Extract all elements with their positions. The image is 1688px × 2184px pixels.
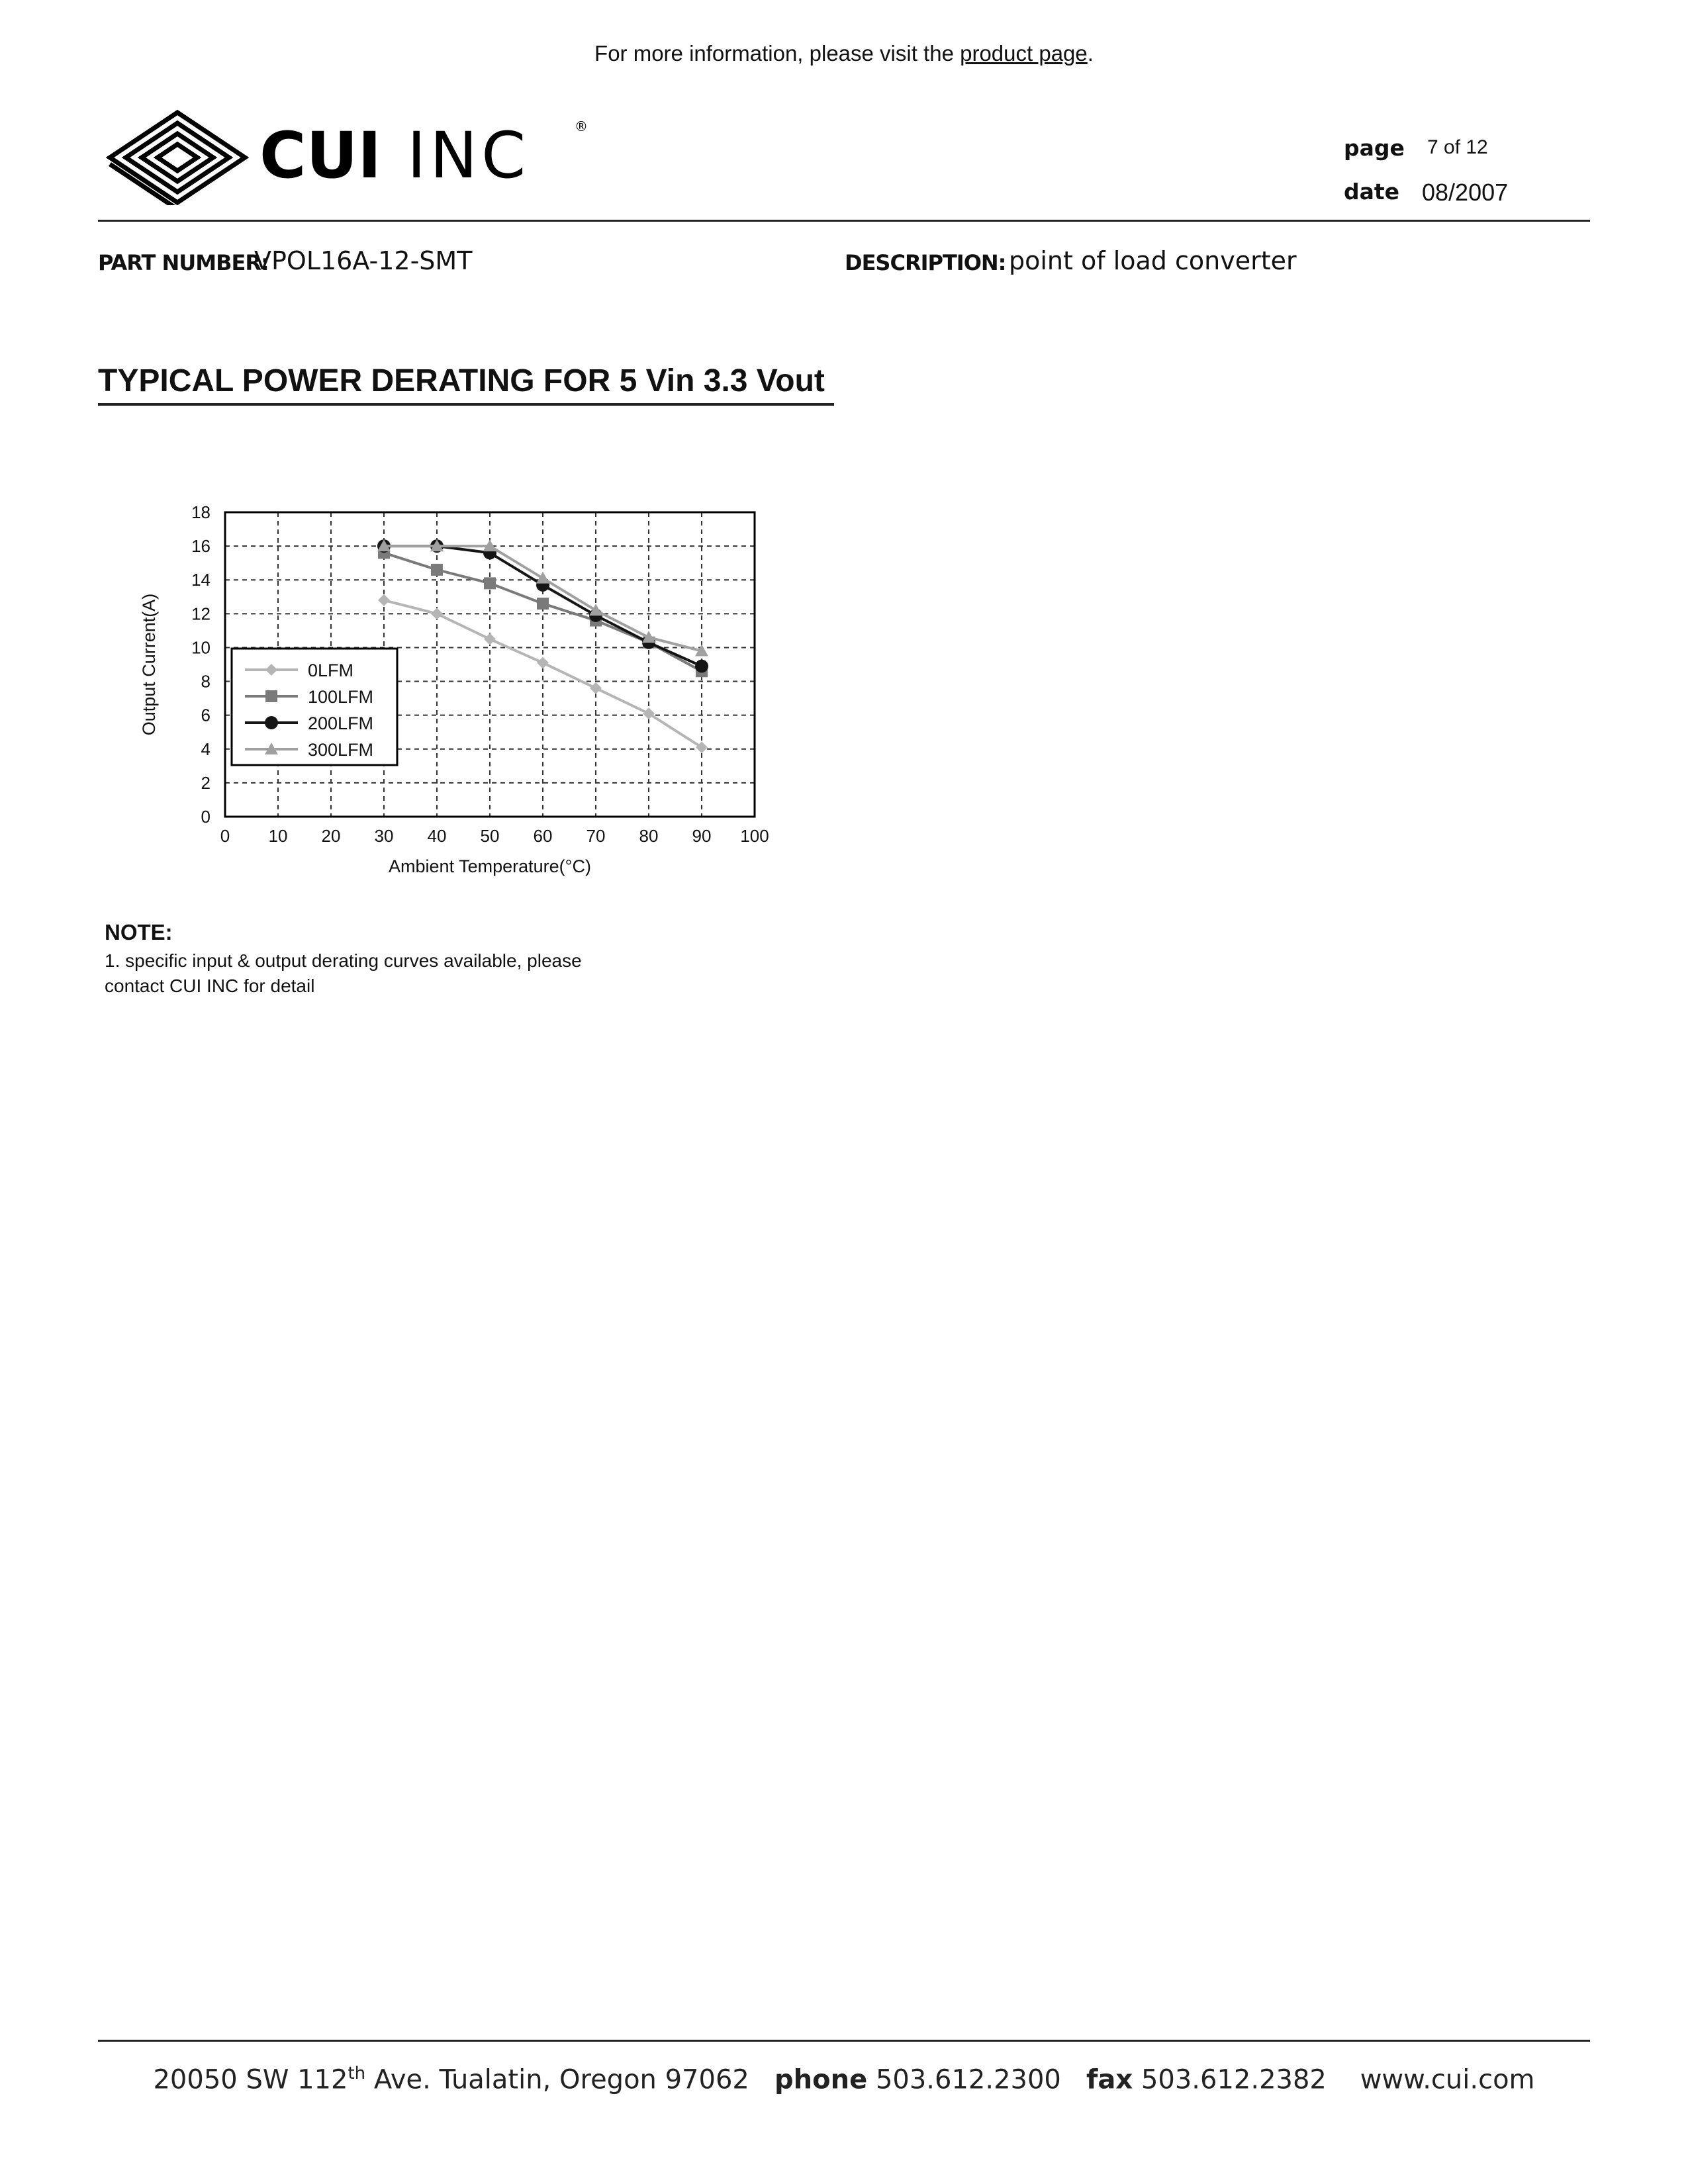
data-point [589,604,602,615]
data-point [431,564,443,576]
legend-swatch-marker [265,690,277,702]
x-tick-label: 80 [639,826,659,846]
part-number-value: VPOL16A-12-SMT [254,246,473,275]
part-number-label: PART NUMBER: [98,250,269,275]
y-tick-label: 10 [191,637,211,658]
data-point [431,608,443,619]
page-value: 7 of 12 [1427,136,1488,158]
legend-label: 0LFM [308,660,354,680]
y-tick-label: 0 [201,807,211,827]
section-title: TYPICAL POWER DERATING FOR 5 Vin 3.3 Vout [98,363,834,406]
product-page-link[interactable]: product page [960,41,1088,66]
data-point [590,682,602,694]
date-value: 08/2007 [1422,179,1509,206]
footer-phone-value: 503.612.2300 [875,2064,1061,2095]
legend-label: 200LFM [308,713,374,733]
derating-chart [126,490,801,900]
data-point [695,660,708,673]
footer-contact [0,2064,1688,2095]
y-axis-label: Output Current(A) [139,593,159,736]
chart-legend [232,649,397,765]
logo-brand-light: INC [407,118,530,193]
description-label: DESCRIPTION: [845,250,1006,275]
y-tick-label: 18 [191,502,211,522]
footer-address-b: Ave. Tualatin, Oregon 97062 [365,2064,749,2095]
date-label: date [1344,179,1400,205]
top-note-prefix: For more information, please visit the [594,41,961,66]
x-tick-label: 70 [586,826,606,846]
logo-brand-bold: CUI [259,118,382,193]
footer-fax-label: fax [1086,2064,1133,2095]
x-tick-label: 40 [427,826,447,846]
x-tick-label: 0 [220,826,230,846]
footer-phone-label: phone [774,2064,868,2095]
footer-fax-value: 503.612.2382 [1141,2064,1327,2095]
y-tick-label: 2 [201,772,211,793]
x-tick-label: 90 [692,826,712,846]
x-tick-label: 100 [740,826,769,846]
top-note-suffix: . [1087,41,1094,66]
data-point [537,598,549,610]
data-point [484,633,496,645]
y-tick-label: 14 [191,570,211,590]
data-point [484,577,496,589]
y-tick-label: 12 [191,604,211,624]
x-tick-label: 50 [480,826,500,846]
top-info-note [0,41,1688,66]
series-line [384,600,702,747]
legend-label: 300LFM [308,740,374,760]
x-tick-label: 30 [374,826,394,846]
y-tick-label: 6 [201,705,211,725]
data-point [537,657,549,668]
legend-label: 100LFM [308,687,374,707]
x-axis-label: Ambient Temperature(°C) [389,856,591,876]
data-point [536,572,549,584]
y-tick-label: 16 [191,536,211,557]
footer-address-sup: th [348,2064,366,2083]
note-line-2: contact CUI INC for detail [105,976,315,996]
description-value: point of load converter [1009,246,1297,275]
page-label: page [1344,135,1405,161]
footer-website[interactable]: www.cui.com [1360,2064,1535,2095]
footer-divider [98,2040,1590,2042]
y-tick-label: 4 [201,739,211,759]
legend-swatch-marker [265,716,278,729]
header-divider [98,220,1590,222]
data-point [378,594,390,606]
footer-address-a: 20050 SW 112 [153,2064,348,2095]
registered-mark: ® [575,118,588,134]
logo-mark-icon [110,113,245,205]
note-line-1: 1. specific input & output derating curves available, please [105,950,582,971]
x-tick-label: 60 [533,826,553,846]
y-tick-label: 8 [201,671,211,692]
note-heading: NOTE: [105,920,173,944]
x-tick-label: 10 [268,826,288,846]
cui-logo [106,99,609,205]
x-tick-label: 20 [321,826,341,846]
